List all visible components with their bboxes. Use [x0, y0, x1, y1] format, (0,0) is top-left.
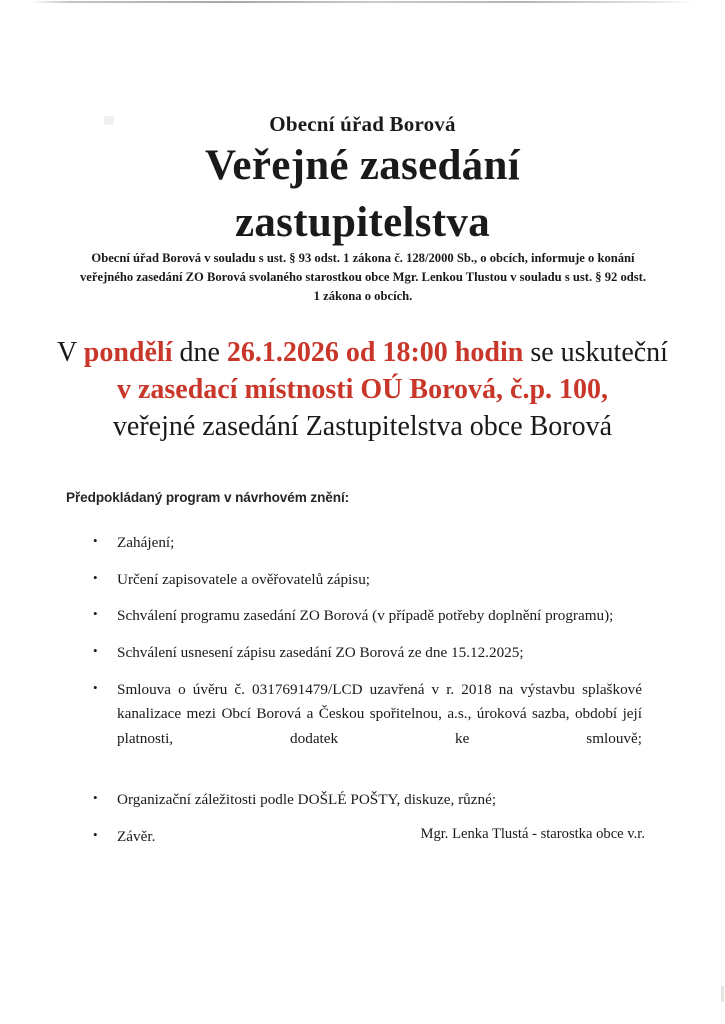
list-item: • Určení zapisovatele a ověřovatelů zápisu;: [90, 568, 642, 593]
signature-line: Mgr. Lenka Tlustá - starostka obce v.r.: [420, 826, 645, 842]
announcement-subject: veřejné zasedání Zastupitelstva obce Borová: [112, 411, 613, 443]
program-heading: Předpokládaný program v návrhovém znění:: [66, 490, 350, 505]
page-title-line-1: Veřejné zasedání: [205, 142, 520, 189]
page-title-line-2: zastupitelstva: [234, 198, 491, 246]
list-item: • Zahájení;: [90, 531, 642, 556]
announcement-prefix: V: [57, 337, 84, 368]
list-item: • Smlouva o úvěru č. 0317691479/LCD uzavřená v r. 2018 na výstavbu splaškové kanalizace mezi Obcí Borová a Českou spořitelnou, a.s., úroková sazba, období její platnosti, dodatek ke smlouvě;: [90, 678, 642, 777]
scan-edge-artifact-top: [30, 1, 695, 3]
list-item: • Závěr.: [90, 825, 642, 850]
scan-edge-artifact-right: [721, 986, 724, 1002]
announcement-datetime: 26.1.2026 od 18:00 hodin: [226, 337, 524, 368]
legal-notice-paragraph: Obecní úřad Borová v souladu s ust. § 93 odst. 1 zákona č. 128/2000 Sb., o obcích, informuje o konání veřejného zasedání ZO Borová svolaného starostkou obce Mgr. Lenkou Tlustou v souladu s ust. § 92 odst. 1 zákona o obcích.: [80, 251, 646, 304]
list-item: • Organizační záležitosti podle DOŠLÉ POŠTY, diskuze, různé;: [90, 788, 642, 813]
announcement-connector: dne: [172, 337, 227, 368]
announcement-venue: v zasedací místnosti OÚ Borová, č.p. 100,: [116, 374, 609, 406]
page-title: [0, 138, 725, 252]
list-item: • Schválení usnesení zápisu zasedání ZO Borová ze dne 15.12.2025;: [90, 641, 642, 666]
announcement-suffix: se uskuteční: [523, 337, 668, 368]
agenda-list: [90, 531, 642, 849]
announcement-weekday: pondělí: [83, 337, 173, 368]
list-item: • Schválení programu zasedání ZO Borová (v případě potřeby doplnění programu);: [90, 604, 642, 629]
announcement-block: [40, 334, 685, 446]
organization-name: Obecní úřad Borová: [269, 112, 456, 136]
